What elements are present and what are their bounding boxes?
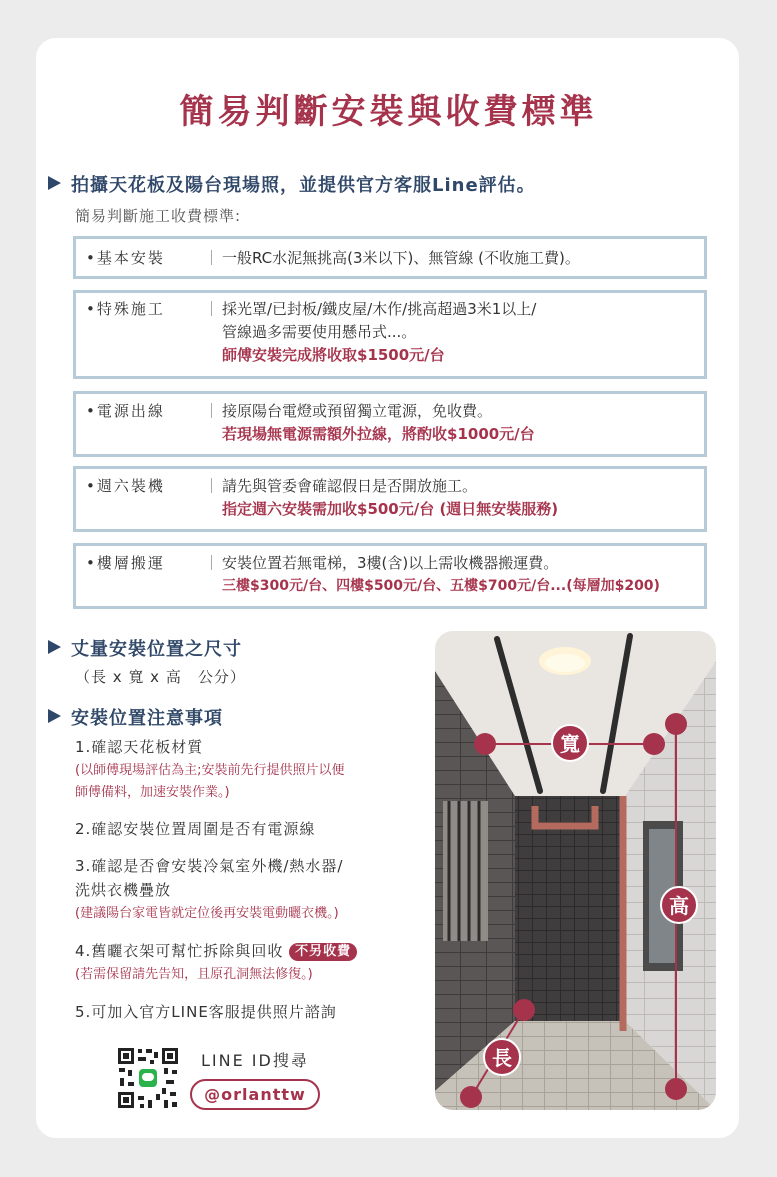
fee-note: 師傅安裝完成將收取$1500元/台 [222, 346, 445, 364]
notes-item-1-note: (以師傅現場評估為主;安裝前先行提供照片以便 [75, 763, 345, 778]
separator: ｜ [204, 554, 220, 572]
fee-box-basic [73, 236, 707, 279]
fee-desc: 一般RC水泥無挑高(3米以下)、無管線 (不收施工費)。 [222, 249, 580, 267]
triangle-bullet-icon [48, 709, 61, 723]
fee-desc: 安裝位置若無電梯，3樓(含)以上需收機器搬運費。 [222, 554, 559, 572]
notes-item-5: 5.可加入官方LINE客服提供照片諮詢 [75, 1003, 337, 1021]
balcony-illustration [435, 631, 716, 1110]
width-label: 寬 [560, 732, 580, 756]
notes-item-3-note: (建議陽台家電皆就定位後再安裝電動曬衣機。) [75, 906, 339, 921]
fee-desc: 採光罩/已封板/鐵皮屋/木作/挑高超過3米1以上/ [222, 300, 537, 318]
fee-note: 指定週六安裝需加收$500元/台 (週日無安裝服務) [222, 500, 559, 518]
notes-item-1-note: 師傅備料，加速安裝作業。) [75, 785, 230, 800]
separator: ｜ [204, 477, 220, 495]
separator: ｜ [204, 249, 220, 267]
fee-note: 三樓$300元/台、四樓$500元/台、五樓$700元/台...(每層加$200) [222, 578, 660, 594]
height-label: 高 [669, 894, 689, 918]
fee-box-floor [73, 543, 707, 609]
notes-item-1: 1.確認天花板材質 [75, 738, 204, 756]
separator: ｜ [204, 402, 220, 420]
notes-item-4: 4.舊曬衣架可幫忙拆除與回收 不另收費 [75, 940, 357, 961]
fee-box-saturday [73, 466, 707, 532]
line-id-label: LINE ID搜尋 [201, 1051, 309, 1070]
fee-label: •樓層搬運 [86, 554, 165, 572]
notes-item-3: 3.確認是否會安裝冷氣室外機/熱水器/ [75, 857, 344, 875]
fee-desc: 接原陽台電燈或預留獨立電源，免收費。 [222, 402, 493, 420]
notes-item-2: 2.確認安裝位置周圍是否有電源線 [75, 820, 316, 838]
fee-box-power [73, 391, 707, 457]
separator: ｜ [204, 300, 220, 318]
balcony-photo [435, 631, 716, 1110]
fee-note: 若現場無電源需額外拉線，將酌收$1000元/台 [222, 425, 535, 443]
fee-desc: 請先與管委會確認假日是否開放施工。 [222, 477, 478, 495]
section-photo-heading: 拍攝天花板及陽台現場照，並提供官方客服Line評估。 [48, 171, 536, 197]
notes-item-4-note: (若需保留請先告知，且原孔洞無法修復。) [75, 967, 313, 982]
length-label: 長 [492, 1046, 512, 1070]
section-measure-heading: 丈量安裝位置之尺寸 [48, 635, 242, 661]
fee-desc: 管線過多需要使用懸吊式...。 [222, 323, 417, 341]
free-badge: 不另收費 [289, 943, 357, 961]
measure-units: （長 x 寬 x 高 公分） [75, 668, 246, 686]
fee-subtitle: 簡易判斷施工收費標準: [75, 207, 242, 225]
triangle-bullet-icon [48, 176, 61, 190]
fee-box-special [73, 290, 707, 379]
fee-label: •週六裝機 [86, 477, 165, 495]
line-handle-button[interactable]: @orlanttw [190, 1079, 320, 1110]
fee-label: •基本安裝 [86, 249, 165, 267]
page-title: 簡易判斷安裝與收費標準 [179, 92, 598, 132]
notes-item-3: 洗烘衣機疊放 [75, 881, 172, 899]
qr-code-icon[interactable] [116, 1046, 180, 1110]
fee-label: •電源出線 [86, 402, 165, 420]
fee-label: •特殊施工 [86, 300, 165, 318]
section-notes-heading: 安裝位置注意事項 [48, 704, 223, 730]
triangle-bullet-icon [48, 640, 61, 654]
